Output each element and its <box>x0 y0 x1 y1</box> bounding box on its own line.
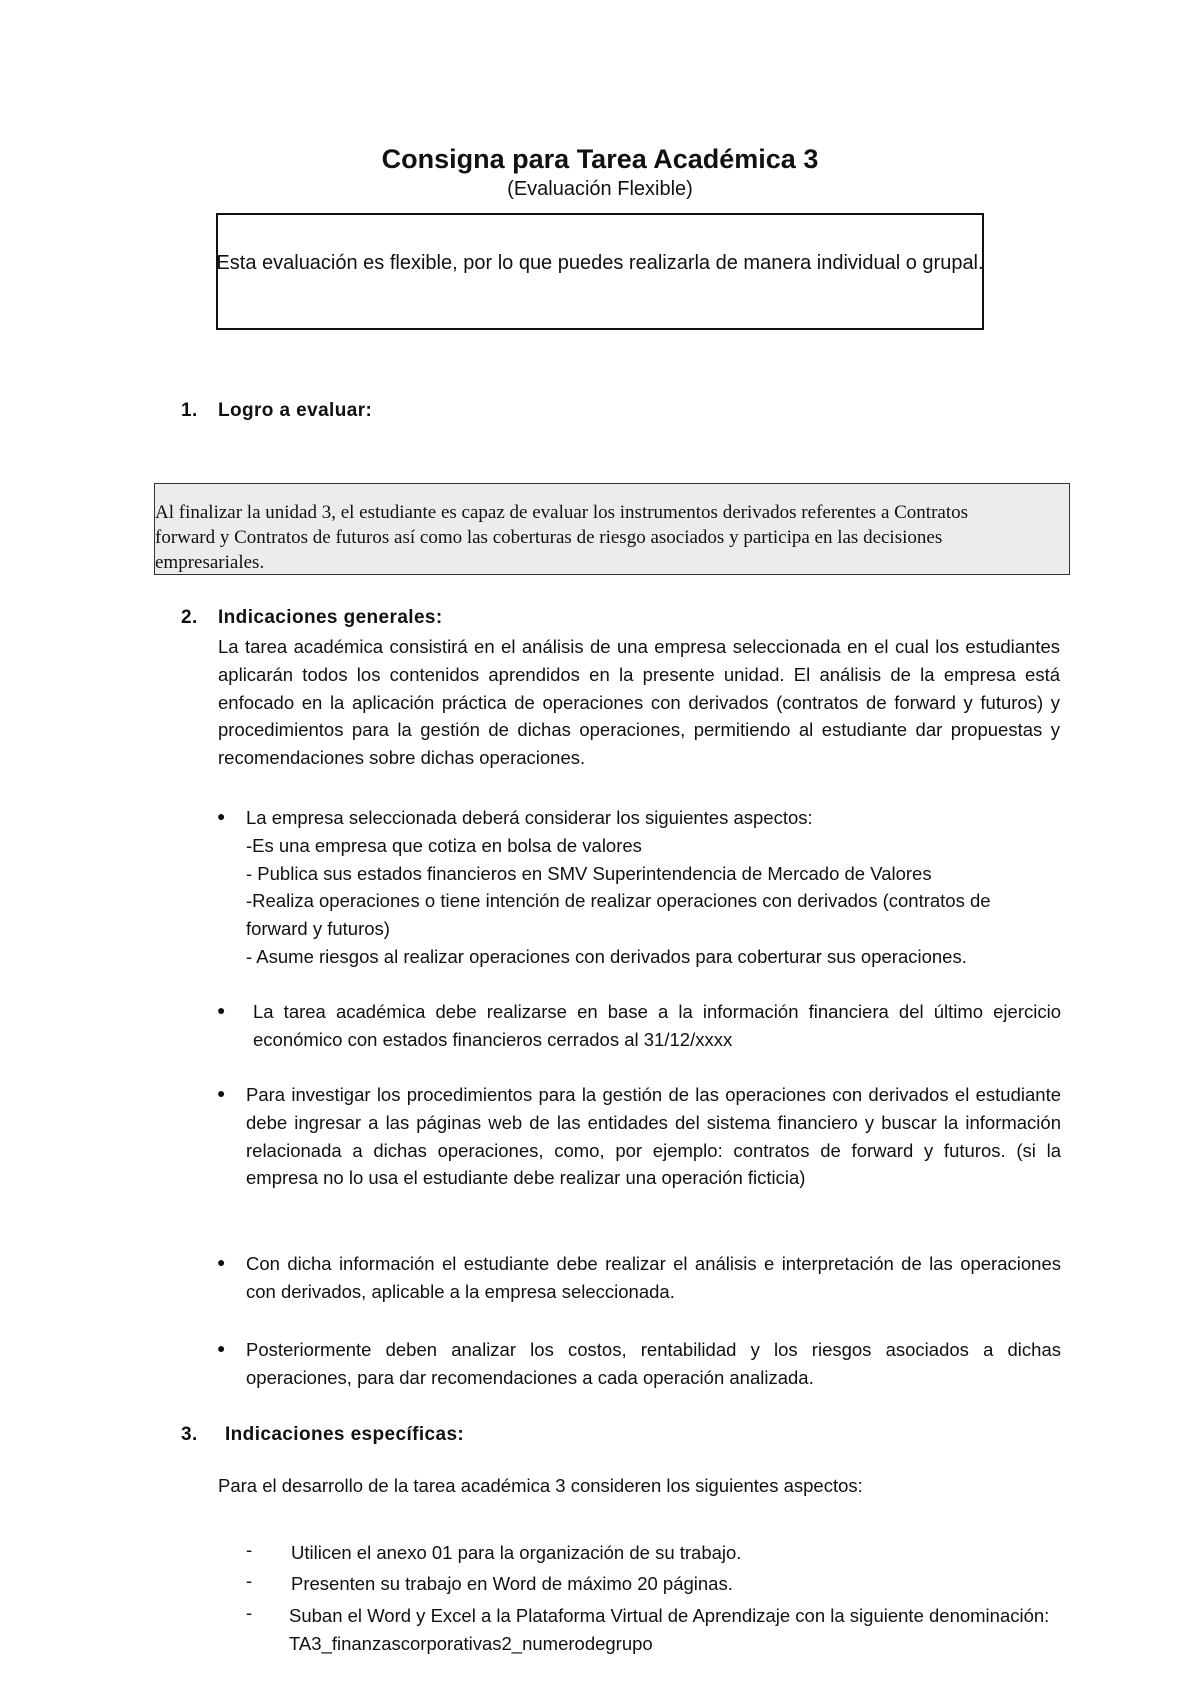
bullet-line: -Es una empresa que cotiza en bolsa de valores <box>246 834 642 856</box>
achievement-line: empresariales. <box>155 552 265 573</box>
bullet-line: - Asume riesgos al realizar operaciones con derivados para coberturar sus operaciones. <box>246 945 967 967</box>
bullet-icon: ● <box>217 1254 226 1270</box>
document-title: Consigna para Tarea Académica 3 <box>381 144 819 174</box>
bullet-icon: ● <box>217 1085 226 1101</box>
flexible-note-text: Esta evaluación es flexible, por lo que puedes realizarla de manera individual o grupal. <box>216 252 984 274</box>
general-instructions-paragraph: La tarea académica consistirá en el análisis de una empresa seleccionada en el cual los estudiantes aplicarán todos los contenidos aprendidos en la presente unidad. El análisis de la empresa está enfocado en la aplicación práctica de operaciones con derivados (contratos de forward y futuros) y procedimientos para la gestión de dichas operaciones, permitiendo al estudiante dar propuestas y recomendaciones sobre dichas operaciones. <box>218 636 1060 769</box>
dash-marker: - <box>246 1570 253 1591</box>
bullet-item-financial-info: La tarea académica debe realizarse en base a la información financiera del último ejercicio económico con estados financieros cerrados al 31/12/xxxx <box>253 1001 1061 1050</box>
specific-item-word-pages: Presenten su trabajo en Word de máximo 20 páginas. <box>291 1573 733 1594</box>
section-2-title: Indicaciones generales: <box>218 607 443 628</box>
bullet-item-costs-risks: Posteriormente deben analizar los costos, rentabilidad y los riesgos asociados a dichas operaciones, para dar recomendaciones a cada operación analizada. <box>246 1339 1061 1388</box>
specific-item-upload: Suban el Word y Excel a la Plataforma Virtual de Aprendizaje con la siguiente denominación: TA3_finanzascorporativas2_numerodegrupo <box>289 1605 1050 1654</box>
document-subtitle: (Evaluación Flexible) <box>507 178 693 200</box>
section-2-number: 2. <box>181 607 198 628</box>
bullet-icon: ● <box>217 1002 226 1018</box>
section-1-title: Logro a evaluar: <box>218 400 373 421</box>
bullet-line: -Realiza operaciones o tiene intención de realizar operaciones con derivados (contratos de <box>246 890 991 912</box>
bullet-line: - Publica sus estados financieros en SMV Superintendencia de Mercado de Valores <box>246 862 932 884</box>
bullet-item-research: Para investigar los procedimientos para la gestión de las operaciones con derivados el estudiante debe ingresar a las páginas web de las entidades del sistema financiero y buscar la información relacionada a dichas operaciones, como, por ejemplo: contratos de forward y futuros. (si la empresa no lo usa el estudiante debe realizar una operación ficticia) <box>246 1084 1061 1189</box>
section-1-number: 1. <box>181 400 198 421</box>
specific-instructions-intro: Para el desarrollo de la tarea académica 3 consideren los siguientes aspectos: <box>218 1475 863 1496</box>
section-3-title: Indicaciones específicas: <box>225 1424 465 1445</box>
section-3-number: 3. <box>181 1424 198 1445</box>
bullet-icon: ● <box>217 808 226 824</box>
bullet-line: forward y futuros) <box>246 918 390 940</box>
bullet-item-analysis: Con dicha información el estudiante debe realizar el análisis e interpretación de las operaciones con derivados, aplicable a la empresa seleccionada. <box>246 1253 1061 1302</box>
specific-item-annex: Utilicen el anexo 01 para la organización de su trabajo. <box>291 1542 742 1563</box>
bullet-line: La empresa seleccionada deberá considerar los siguientes aspectos: <box>246 807 813 828</box>
dash-marker: - <box>246 1602 253 1623</box>
bullet-item-company-requirements <box>246 804 1061 971</box>
achievement-line: Al finalizar la unidad 3, el estudiante es capaz de evaluar los instrumentos derivados referentes a Contratos <box>155 502 969 523</box>
achievement-line: forward y Contratos de futuros así como las coberturas de riesgo asociados y participa en las decisiones <box>155 527 943 548</box>
dash-marker: - <box>246 1539 253 1560</box>
bullet-icon: ● <box>217 1340 226 1356</box>
achievement-text <box>155 500 1059 575</box>
